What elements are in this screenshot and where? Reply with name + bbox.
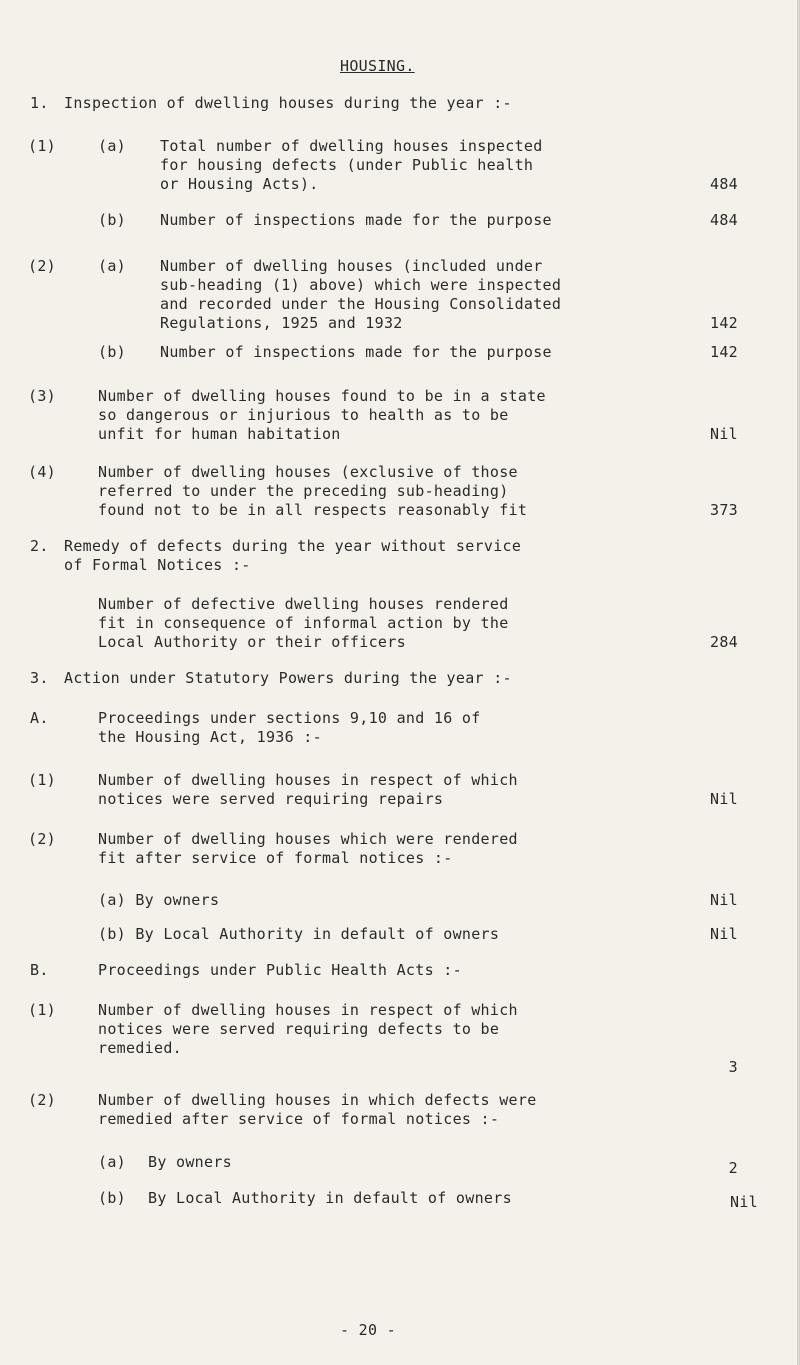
item-1-1a-line-3: or Housing Acts).: [160, 175, 319, 193]
item-3b-1-label: (1): [28, 1001, 56, 1019]
item-1-2b-text: Number of inspections made for the purpose: [160, 343, 552, 361]
item-1-4-line-2: referred to under the preceding sub-heading): [98, 482, 509, 500]
item-3a-2a-text: (a) By owners: [98, 891, 220, 909]
subsection-a-heading-line-1: Proceedings under sections 9,10 and 16 of: [98, 709, 481, 727]
item-1-2a-label: (a): [98, 257, 126, 275]
subsection-b-heading: Proceedings under Public Health Acts :-: [98, 961, 462, 979]
subsection-b-label: B.: [30, 961, 49, 979]
subsection-a-label: A.: [30, 709, 49, 727]
item-1-3-line-3: unfit for human habitation: [98, 425, 341, 443]
item-1-3-line-2: so dangerous or injurious to health as to be: [98, 406, 509, 424]
item-3b-2b-value: Nil: [730, 1193, 758, 1211]
item-3a-2-line-2: fit after service of formal notices :-: [98, 849, 453, 867]
item-1-2a-line-1: Number of dwelling houses (included under: [160, 257, 543, 275]
section-3-number: 3.: [30, 669, 49, 687]
item-1-2b-value: 142: [710, 343, 738, 361]
item-1-2b-label: (b): [98, 343, 126, 361]
item-3b-2-line-1: Number of dwelling houses in which defects were: [98, 1091, 537, 1109]
item-3b-1-value: 3: [728, 1058, 738, 1076]
item-3b-2a-text: By owners: [148, 1153, 232, 1171]
item-3b-2b-label: (b): [98, 1189, 126, 1207]
item-1-4-label: (4): [28, 463, 56, 481]
section-2-heading-line-2: of Formal Notices :-: [64, 556, 251, 574]
item-3a-2-line-1: Number of dwelling houses which were rendered: [98, 830, 518, 848]
item-1-4-value: 373: [710, 501, 738, 519]
section-3-heading: Action under Statutory Powers during the year :-: [64, 669, 512, 687]
item-1-1a-line-1: Total number of dwelling houses inspected: [160, 137, 543, 155]
section-2-value: 284: [710, 633, 738, 651]
item-3b-2a-value: 2: [728, 1159, 738, 1177]
item-1-4-line-3: found not to be in all respects reasonably fit: [98, 501, 528, 519]
item-3a-2b-value: Nil: [710, 925, 738, 943]
item-3a-1-line-2: notices were served requiring repairs: [98, 790, 444, 808]
item-1-1b-value: 484: [710, 211, 738, 229]
item-3a-1-label: (1): [28, 771, 56, 789]
item-3b-2-label: (2): [28, 1091, 56, 1109]
item-3b-1-line-1: Number of dwelling houses in respect of which: [98, 1001, 518, 1019]
item-3b-2-line-2: remedied after service of formal notices :-: [98, 1110, 500, 1128]
item-1-2a-line-2: sub-heading (1) above) which were inspected: [160, 276, 562, 294]
item-1-1b-label: (b): [98, 211, 126, 229]
section-2-number: 2.: [30, 537, 49, 555]
section-2-line-2: fit in consequence of informal action by the: [98, 614, 509, 632]
item-1-2a-line-3: and recorded under the Housing Consolidated: [160, 295, 562, 313]
section-2-line-1: Number of defective dwelling houses rendered: [98, 595, 509, 613]
item-1-2a-value: 142: [710, 314, 738, 332]
item-3b-1-line-2: notices were served requiring defects to be: [98, 1020, 500, 1038]
item-1-4-line-1: Number of dwelling houses (exclusive of those: [98, 463, 518, 481]
item-3a-1-line-1: Number of dwelling houses in respect of which: [98, 771, 518, 789]
item-3b-1-line-3: remedied.: [98, 1039, 182, 1057]
item-1-2-label: (2): [28, 257, 56, 275]
page-title: HOUSING.: [340, 57, 415, 75]
item-3a-1-value: Nil: [710, 790, 738, 808]
section-1-heading: Inspection of dwelling houses during the year :-: [64, 94, 512, 112]
item-3b-2a-label: (a): [98, 1153, 126, 1171]
item-3a-2-label: (2): [28, 830, 56, 848]
item-1-3-line-1: Number of dwelling houses found to be in a state: [98, 387, 546, 405]
item-1-1b-text: Number of inspections made for the purpose: [160, 211, 552, 229]
section-2-line-3: Local Authority or their officers: [98, 633, 406, 651]
item-3a-2a-value: Nil: [710, 891, 738, 909]
subsection-a-heading-line-2: the Housing Act, 1936 :-: [98, 728, 322, 746]
item-3a-2b-text: (b) By Local Authority in default of owners: [98, 925, 500, 943]
item-1-3-label: (3): [28, 387, 56, 405]
item-1-2a-line-4: Regulations, 1925 and 1932: [160, 314, 403, 332]
section-1-number: 1.: [30, 94, 49, 112]
section-2-heading-line-1: Remedy of defects during the year without service: [64, 537, 522, 555]
item-1-1a-value: 484: [710, 175, 738, 193]
item-3b-2b-text: By Local Authority in default of owners: [148, 1189, 512, 1207]
item-1-1a-line-2: for housing defects (under Public health: [160, 156, 534, 174]
item-1-1a-label: (a): [98, 137, 126, 155]
item-1-3-value: Nil: [710, 425, 738, 443]
item-1-1-label: (1): [28, 137, 56, 155]
page-number: - 20 -: [340, 1321, 396, 1339]
